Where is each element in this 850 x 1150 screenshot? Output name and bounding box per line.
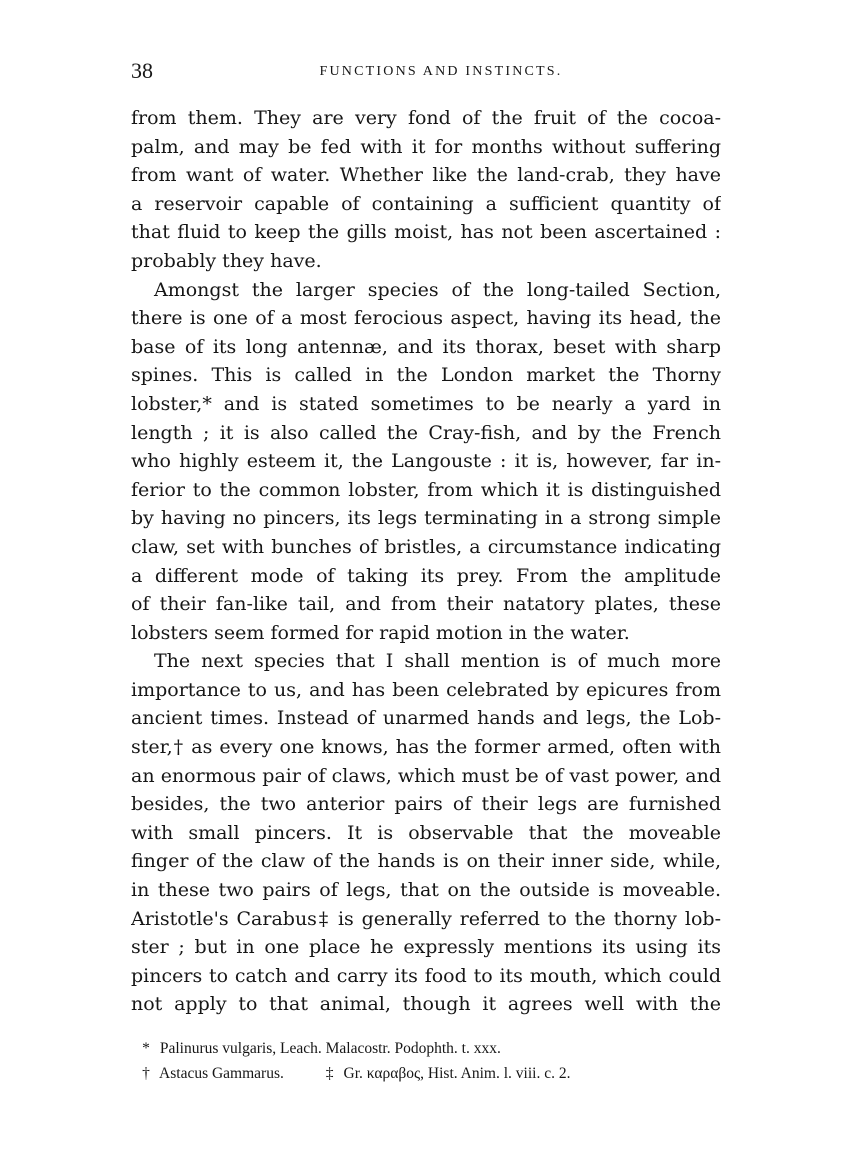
text-line: length ; it is also called the Cray-fish, and by the French	[131, 421, 721, 444]
text-line: with small pincers. It is observable that the moveable	[131, 821, 721, 844]
text-line: palm, and may be fed with it for months without suffering	[131, 135, 721, 158]
footnote	[131, 1061, 721, 1086]
text-line: probably they have.	[131, 249, 322, 272]
text-line: pincers to catch and carry its food to its mouth, which could	[131, 964, 721, 987]
text-line: base of its long antennæ, and its thorax, beset with sharp	[131, 335, 721, 358]
text-line: a different mode of taking its prey. From the amplitude	[131, 564, 721, 587]
text-line: of their fan-like tail, and from their natatory plates, these	[131, 593, 721, 616]
text-line: ster ; but in one place he expressly mentions its using its	[131, 936, 721, 959]
footnote-mark: †	[142, 1065, 150, 1082]
text-line: in these two pairs of legs, that on the outside is moveable.	[131, 879, 721, 902]
footnote-mark: *	[142, 1040, 150, 1057]
text-line: besides, the two anterior pairs of their legs are furnished	[131, 793, 721, 816]
text-line: finger of the claw of the hands is on their inner side, while,	[131, 850, 721, 873]
text-line: The next species that I shall mention is of much more	[154, 650, 721, 673]
text-line: from want of water. Whether like the land-crab, they have	[131, 164, 721, 187]
text-line: ancient times. Instead of unarmed hands and legs, the Lob-	[131, 707, 721, 730]
running-head	[131, 58, 721, 88]
body-text	[131, 104, 721, 1019]
footnote-mark: ‡	[325, 1065, 334, 1082]
text-line: claw, set with bunches of bristles, a circumstance indicating	[131, 535, 721, 558]
text-line: importance to us, and has been celebrated by epicures from	[131, 678, 721, 701]
footnote	[131, 1036, 721, 1061]
text-line: lobster,* and is stated sometimes to be nearly a yard in	[131, 392, 721, 415]
footnote-text: Palinurus vulgaris, Leach. Malacostr. Podophth. t. xxx.	[159, 1040, 501, 1057]
text-line: ster,† as every one knows, has the former armed, often with	[131, 736, 721, 759]
text-line: an enormous pair of claws, which must be of vast power, and	[131, 764, 721, 787]
text-line: Amongst the larger species of the long-tailed Section,	[154, 278, 721, 301]
text-line: not apply to that animal, though it agrees well with the	[131, 993, 721, 1016]
text-line: from them. They are very fond of the fruit of the cocoa-	[131, 107, 721, 129]
text-line: a reservoir capable of containing a sufficient quantity of	[131, 192, 721, 215]
text-line: lobsters seem formed for rapid motion in the water.	[131, 621, 630, 644]
text-line: ferior to the common lobster, from which it is distinguished	[131, 478, 721, 501]
text-line: that fluid to keep the gills moist, has not been ascertained :	[131, 221, 721, 244]
footnote-text: Astacus Gammarus.	[159, 1065, 284, 1082]
text-line: there is one of a most ferocious aspect, having its head, the	[131, 307, 721, 330]
text-line: who highly esteem it, the Langouste : it is, however, far in-	[131, 450, 721, 473]
footnote-text: Gr. καραβος, Hist. Anim. l. viii. c. 2.	[343, 1065, 571, 1082]
text-line: by having no pincers, its legs terminating in a strong simple	[131, 507, 721, 530]
page-number: 38	[131, 58, 153, 83]
text-line: spines. This is called in the London market the Thorny	[131, 364, 721, 387]
footnotes	[131, 1036, 721, 1086]
text-line: Aristotle's Carabus‡ is generally referred to the thorny lob-	[131, 907, 721, 930]
running-head-title: FUNCTIONS AND INSTINCTS.	[319, 64, 563, 79]
